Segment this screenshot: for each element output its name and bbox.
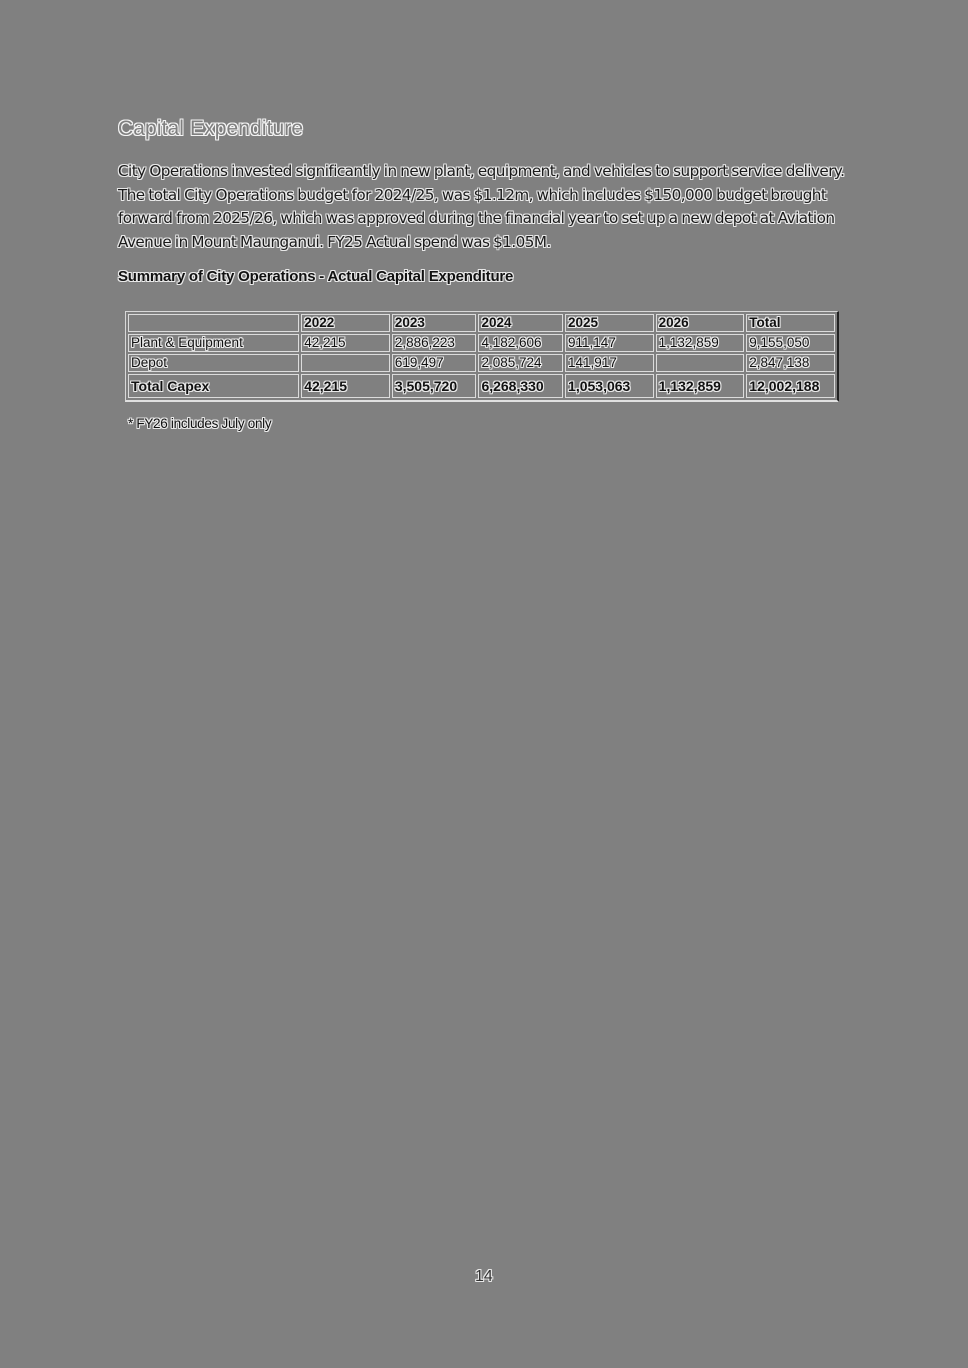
table-header-cell: 2022 [301, 314, 390, 332]
table-header-cell: 2023 [392, 314, 477, 332]
total-cell: 12,002,188 [746, 374, 835, 398]
row-label: Depot [128, 354, 299, 372]
table-cell: 911,147 [565, 334, 654, 352]
total-row-label: Total Capex [128, 374, 299, 398]
table-cell: 141,917 [565, 354, 654, 372]
table-total-row [128, 374, 835, 398]
table-footnote: * FY26 includes July only [128, 416, 272, 431]
total-cell: 42,215 [301, 374, 390, 398]
page-number: 14 [475, 1268, 493, 1285]
row-label: Plant & Equipment [128, 334, 299, 352]
table-cell: 2,847,138 [746, 354, 835, 372]
table-header-cell: Total [746, 314, 835, 332]
table-header-cell: 2024 [478, 314, 563, 332]
capex-summary-table [125, 311, 839, 402]
table-cell: 9,155,050 [746, 334, 835, 352]
total-cell: 1,132,859 [656, 374, 745, 398]
table-header-cell [128, 314, 299, 332]
table-cell: 619,497 [392, 354, 477, 372]
table-row [128, 354, 835, 372]
body-paragraph: City Operations invested significantly in new plant, equipment, and vehicles to support service delivery. The total City Operations budget for 2024/25, was $1.12m, which includes $150,000 budget brought forward from 2025/26, which was approved during the financial year to set up a new depot at Aviation Avenue in Mount Maunganui. FY25 Actual spend was $1.05M. [118, 162, 845, 251]
section-heading: Summary of City Operations - Actual Capital Expenditure [118, 268, 514, 285]
total-cell: 1,053,063 [565, 374, 654, 398]
table-cell: 4,182,606 [478, 334, 563, 352]
total-cell: 3,505,720 [392, 374, 477, 398]
table-cell [301, 354, 390, 372]
table-cell [656, 354, 745, 372]
page-title: Capital Expenditure [118, 117, 304, 140]
table-cell: 1,132,859 [656, 334, 745, 352]
table-cell: 2,085,724 [478, 354, 563, 372]
table-header-cell: 2025 [565, 314, 654, 332]
table-header-row [128, 314, 835, 332]
table-row [128, 334, 835, 352]
table-cell: 2,886,223 [392, 334, 477, 352]
table-cell: 42,215 [301, 334, 390, 352]
table-header-cell: 2026 [656, 314, 745, 332]
total-cell: 6,268,330 [478, 374, 563, 398]
